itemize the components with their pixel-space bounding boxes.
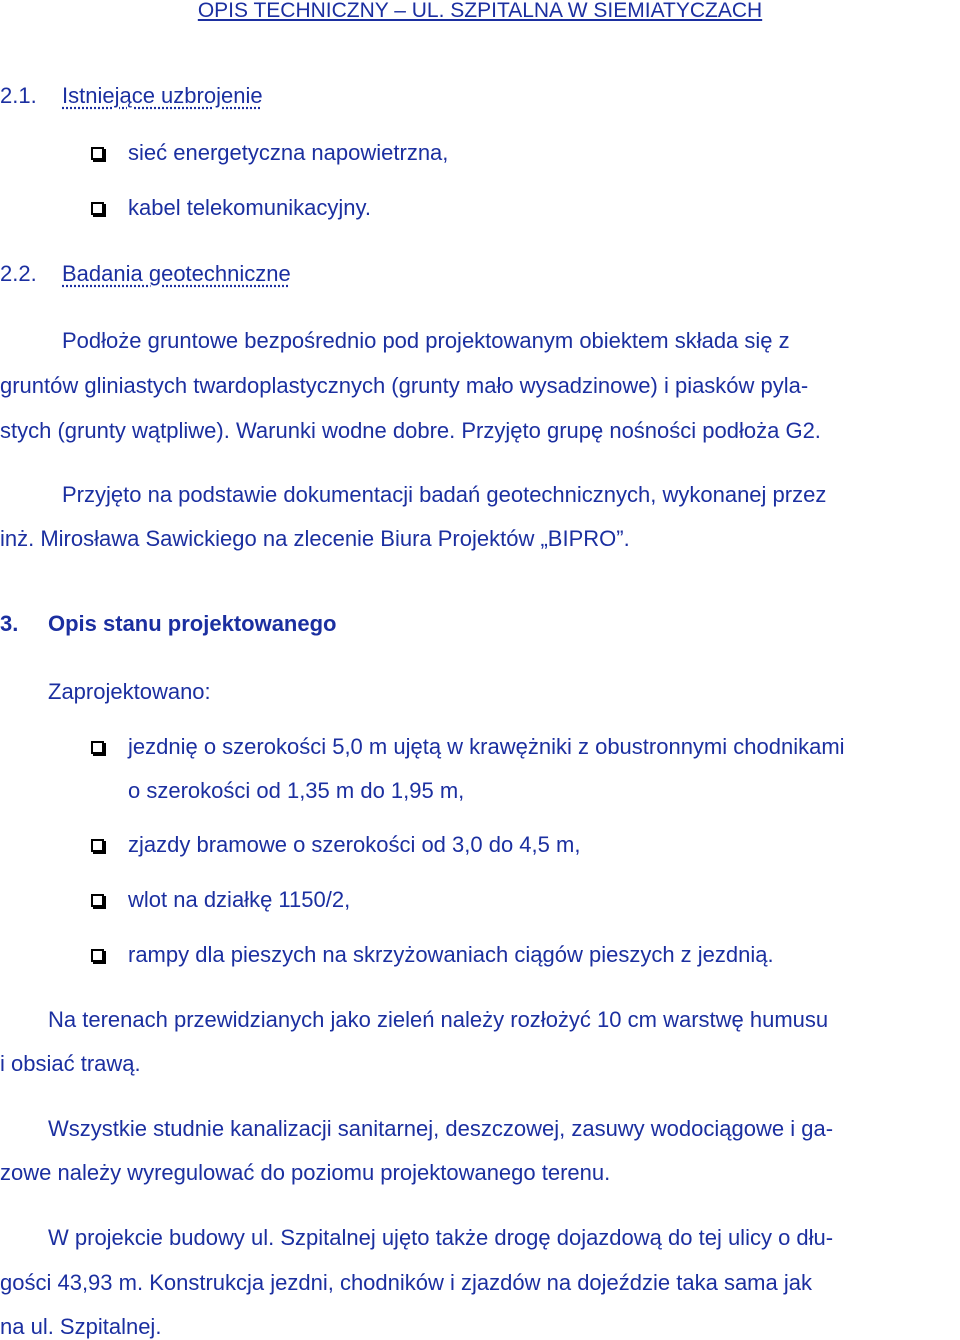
list-item: jezdnię o szerokości 5,0 m ujętą w krawężniki z obustronnymi chodnikami	[128, 734, 845, 759]
list-item: wlot na działkę 1150/2,	[128, 887, 351, 912]
list-item: kabel telekomunikacyjny.	[128, 195, 371, 220]
paragraph-line: stych (grunty wątpliwe). Warunki wodne dobre. Przyjęto grupę nośności podłoża G2.	[0, 418, 821, 443]
list-item-continuation: o szerokości od 1,35 m do 1,95 m,	[128, 778, 465, 803]
section-2-1-heading	[0, 83, 263, 109]
checkbox-bullet-icon	[91, 741, 104, 754]
paragraph-line: inż. Mirosława Sawickiego na zlecenie Biura Projektów „BIPRO”.	[0, 526, 630, 551]
running-header: OPIS TECHNICZNY – UL. SZPITALNA W SIEMIATYCZACH	[197, 0, 763, 22]
list-item: sieć energetyczna napowietrzna,	[128, 140, 449, 165]
paragraph-line: gości 43,93 m. Konstrukcja jezdni, chodników i zjazdów na dojeździe taka sama jak	[0, 1270, 812, 1295]
paragraph-line: gruntów gliniastych twardoplastycznych (grunty mało wysadzinowe) i piasków pyla-	[0, 373, 809, 398]
paragraph-line: i obsiać trawą.	[0, 1051, 141, 1076]
checkbox-bullet-icon	[91, 949, 104, 962]
checkbox-bullet-icon	[91, 202, 104, 215]
section-3-heading	[0, 611, 337, 637]
paragraph-line: zowe należy wyregulować do poziomu projektowanego terenu.	[0, 1160, 611, 1185]
checkbox-bullet-icon	[91, 147, 104, 160]
list-item: zjazdy bramowe o szerokości od 3,0 do 4,5 m,	[128, 832, 581, 857]
paragraph-line: W projekcie budowy ul. Szpitalnej ujęto także drogę dojazdową do tej ulicy o dłu-	[48, 1225, 834, 1250]
intro-text: Zaprojektowano:	[48, 679, 211, 704]
paragraph-line: na ul. Szpitalnej.	[0, 1314, 162, 1339]
checkbox-bullet-icon	[91, 839, 104, 852]
paragraph-line: Wszystkie studnie kanalizacji sanitarnej, deszczowej, zasuwy wodociągowe i ga-	[48, 1116, 834, 1141]
section-3-title: Opis stanu projektowanego	[48, 611, 337, 636]
section-2-2-number: 2.2.	[0, 261, 37, 286]
paragraph-line: Podłoże gruntowe bezpośrednio pod projektowanym obiektem składa się z	[62, 328, 790, 353]
checkbox-bullet-icon	[91, 894, 104, 907]
paragraph-line: Przyjęto na podstawie dokumentacji badań geotechnicznych, wykonanej przez	[62, 482, 827, 507]
section-2-2-heading	[0, 261, 291, 287]
section-2-2-title: Badania geotechniczne	[62, 261, 291, 286]
list-item: rampy dla pieszych na skrzyżowaniach ciągów pieszych z jezdnią.	[128, 942, 774, 967]
section-2-1-title: Istniejące uzbrojenie	[62, 83, 263, 108]
section-2-1-number: 2.1.	[0, 83, 37, 108]
paragraph-line: Na terenach przewidzianych jako zieleń należy rozłożyć 10 cm warstwę humusu	[48, 1007, 829, 1032]
section-3-number: 3.	[0, 611, 19, 636]
